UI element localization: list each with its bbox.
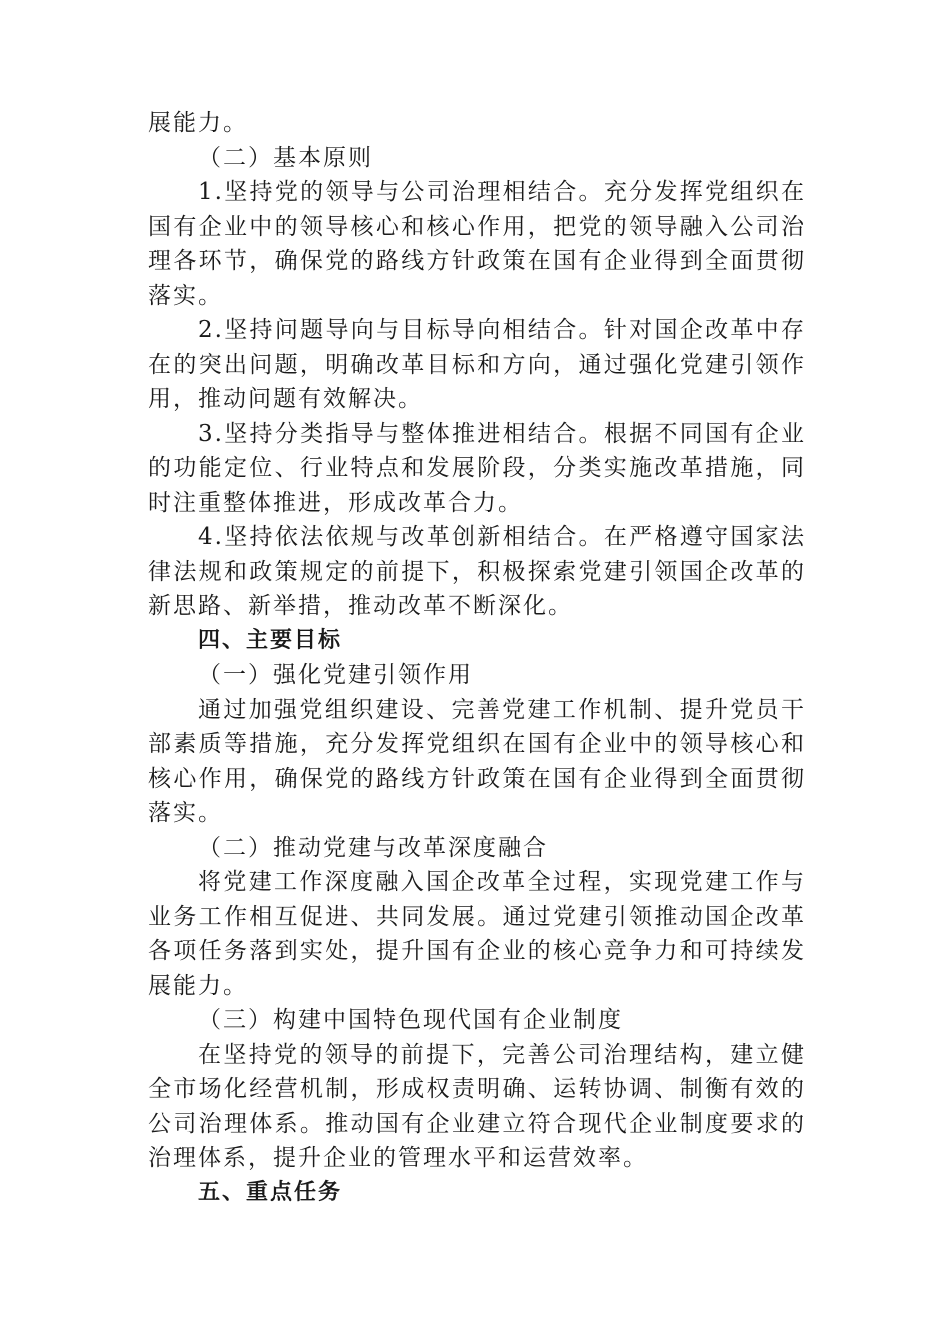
subheading-goal-2: （二）推动党建与改革深度融合 [198, 834, 548, 861]
principle-4-paragraph: 4.坚持依法依规与改革创新相结合。在严格遵守国家法律法规和政策规定的前提下，积极探索党建引领国企改革的新思路、新举措，推动改革不断深化。 [148, 524, 806, 619]
paragraph-continuation: 展能力。 [148, 110, 248, 136]
subheading-goal-3: （三）构建中国特色现代国有企业制度 [198, 1007, 623, 1033]
principle-1-paragraph: 1.坚持党的领导与公司治理相结合。充分发挥党组织在国有企业中的领导核心和核心作用，把党的领导融入公司治理各环节，确保党的路线方针政策在国有企业得到全面贯彻落实。 [148, 179, 806, 309]
subheading-goal-1: （一）强化党建引领作用 [198, 662, 473, 688]
subheading-basic-principles: （二）基本原则 [198, 144, 373, 171]
section-heading-key-tasks: 五、重点任务 [198, 1179, 343, 1205]
principle-3-paragraph: 3.坚持分类指导与整体推进相结合。根据不同国有企业的功能定位、行业特点和发展阶段，分类实施改革措施，同时注重整体推进，形成改革合力。 [148, 420, 806, 516]
goal-3-paragraph: 在坚持党的领导的前提下，完善公司治理结构，建立健全市场化经营机制，形成权责明确、运转协调、制衡有效的公司治理体系。推动国有企业建立符合现代企业制度要求的治理体系，提升企业的管理水平和运营效率。 [148, 1041, 806, 1171]
document-page [148, 106, 806, 1210]
principle-2-paragraph: 2.坚持问题导向与目标导向相结合。针对国企改革中存在的突出问题，明确改革目标和方向，通过强化党建引领作用，推动问题有效解决。 [148, 317, 806, 412]
goal-2-paragraph: 将党建工作深度融入国企改革全过程，实现党建工作与业务工作相互促进、共同发展。通过党建引领推动国企改革各项任务落到实处，提升国有企业的核心竞争力和可持续发展能力。 [148, 869, 806, 999]
section-heading-main-goals: 四、主要目标 [198, 627, 343, 653]
goal-1-paragraph: 通过加强党组织建设、完善党建工作机制、提升党员干部素质等措施，充分发挥党组织在国有企业中的领导核心和核心作用，确保党的路线方针政策在国有企业得到全面贯彻落实。 [148, 696, 806, 826]
